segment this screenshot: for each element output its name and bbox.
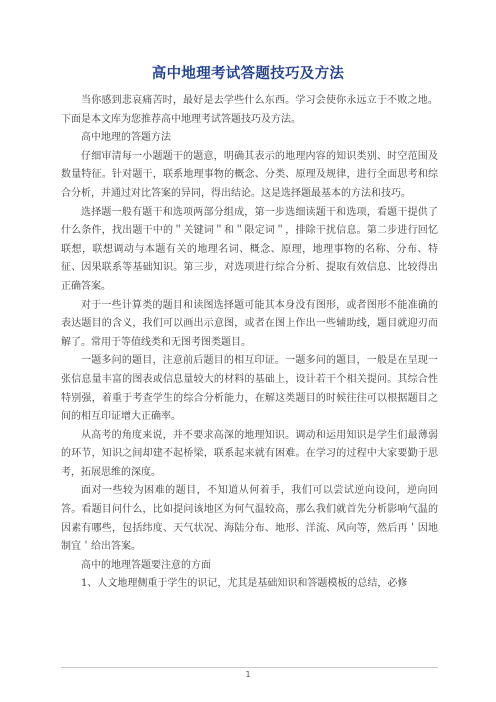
body-paragraph: 仔细审清每一小题题干的题意，明确其表示的地理内容的知识类别、时空范围及数量特征。针对题干，联系地理事物的概念、分类、原理及规律，进行全面思考和综合分析，并通过对比答案的异同，得出结论。这是选择题最基本的方法和技巧。 xyxy=(61,150,438,199)
body-paragraph: 面对一些较为困难的题目，不知道从何着手，我们可以尝试逆向设问，逆向回答。看题目问什么，比如提问该地区为何气温较高，那么我们就首先分析影响气温的因素有哪些，包括纬度、天气状况、海陆分布、地形、洋流、风向等，然后再＇因地制宜＇给出答案。 xyxy=(61,485,438,553)
list-item: 1、人文地理侧重于学生的识记，尤其是基础知识和答题模板的总结，必修 xyxy=(81,578,408,590)
page-number: 1 xyxy=(245,670,251,679)
body-paragraph: 从高考的角度来说，并不要求高深的地理知识。调动和运用知识是学生们最薄弱的环节，知识之间却建不起桥梁，联系起来就有困难。在学习的过程中大家要勤于思考，拓展思维的深度。 xyxy=(61,429,438,478)
intro-paragraph: 当你感到悲哀痛苦时，最好是去学些什么东西。学习会使你永远立于不败之地。下面是本文库为您推荐高中地理考试答题技巧及方法。 xyxy=(61,95,438,125)
document-body xyxy=(61,92,438,594)
document-title: 高中地理考试答题技巧及方法 xyxy=(151,66,345,82)
body-paragraph: 选择题一般有题干和选项两部分组成，第一步选细读题干和选项，看题干提供了什么条件，找出题干中的＂关键词＂和＂限定词＂，排除干扰信息。第二步进行回忆联想，联想调动与本题有关的地理名词、概念、原理，地理事物的名称、分布、特征、因果联系等基础知识。第三步，对选项进行综合分析、提取有效信息、比较得出正确答案。 xyxy=(61,206,438,292)
body-paragraph: 一题多问的题目，注意前后题目的相互印证。一题多问的题目，一般是在呈现一张信息量丰富的图表或信息量较大的材料的基础上，设计若干个相关提问。其综合性特别强，着重于考查学生的综合分析能力，在解这类题目的时候往往可以根据题目之间的相互印证增大正确率。 xyxy=(61,355,438,423)
section-heading: 高中的地理答题要注意的方面 xyxy=(81,559,211,571)
body-paragraph: 对于一些计算类的题目和读图选择题可能其本身没有图形，或者图形不能准确的表达题目的含义，我们可以画出示意图，或者在图上作出一些辅助线，题目就迎刃而解了。常用于等值线类和无图考图类题目。 xyxy=(61,299,438,348)
footer-divider xyxy=(61,667,438,668)
section-heading: 高中地理的答题方法 xyxy=(81,132,171,144)
